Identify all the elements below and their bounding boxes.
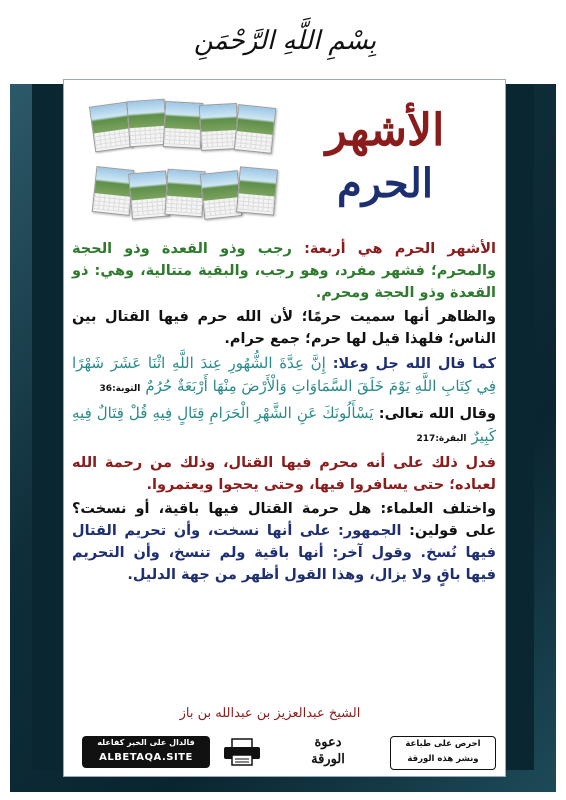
footer-website: ALBETAQA.SITE	[99, 752, 193, 763]
title-line-2: الحرم	[337, 160, 433, 207]
verse-2-text: يَسْأَلُونَكَ عَنِ الشَّهْرِ الْحَرَامِ قِتَالٍ فِيهِ قُلْ قِتَالٌ فِيهِ كَبِيرٌ	[72, 404, 496, 445]
scholars-question: واختلف العلماء: هل حرمة القتال فيها باقية، أو نسخت؟ على قولين:	[72, 501, 496, 539]
paragraph-wisdom: فدل ذلك على أنه محرم فيها القتال، وذلك من رحمة الله لعباده؛ حتى يسافروا فيها، وحتى يحجوا ويعتمروا.	[72, 455, 496, 493]
logo-word-2: الورقة	[311, 752, 345, 767]
paragraph-verse-2	[72, 402, 496, 450]
calendar-icon	[234, 104, 277, 154]
scholars-opinions: الجمهور: على أنها نسخت، وأن تحريم القتال فيها نُسخ. وقول آخر: أنها باقية ولم تنسخ، وأن التحريم فيها باقٍ ولا يزال، وهذا القول أظهر من جهة الدليل.	[72, 523, 496, 583]
calendar-icon	[126, 99, 167, 148]
footer	[72, 732, 496, 772]
definition-text: رجب وذو القعدة وذو الحجة والمحرم؛ فشهر مفرد، وهو رجب، والبقية متتالية، وهي: ذو القعدة وذو الحجة ومحرم.	[72, 241, 496, 301]
paragraph-naming: والظاهر أنها سميت حرمًا؛ لأن الله حرم فيها القتال بين الناس؛ فلهذا قيل لها حرم؛ جمع حرام.	[72, 309, 496, 347]
verse-2-reference: البقرة:217	[416, 434, 467, 444]
definition-lead: الأشهر الحرم هي أربعة:	[291, 241, 496, 257]
dawah-logo	[278, 734, 378, 770]
calendar-icon	[236, 166, 278, 215]
title-line-1: الأشهر	[325, 105, 445, 156]
paragraph-verse-1	[72, 352, 496, 400]
footer-website-box	[82, 736, 210, 768]
footer-slogan: فالدال على الخير كفاعله	[97, 738, 195, 747]
logo-word-1: دعوة	[314, 735, 342, 750]
calendar-icon	[200, 170, 243, 220]
printer-icon	[222, 738, 262, 766]
verse-2-intro: وقال الله تعالى:	[373, 406, 496, 422]
print-note-line-2: ونشر هذه الورقة	[407, 754, 479, 764]
author-signature: الشيخ عبدالعزيز بن عبدالله بن باز	[179, 706, 361, 721]
calendar-icon	[163, 101, 203, 149]
verse-1-intro: كما قال الله جل وعلا:	[325, 356, 496, 372]
paragraph-definition	[72, 238, 496, 304]
verse-1-reference: التوبة:36	[99, 384, 141, 394]
paragraph-scholars	[72, 498, 496, 586]
verse-1-text: إِنَّ عِدَّةَ الشُّهُورِ عِندَ اللَّهِ اثْنَا عَشَرَ شَهْرًا فِي كِتَابِ اللَّهِ يَوْمَ خَلَقَ السَّمَاوَاتِ وَالْأَرْضَ مِنْهَا أَرْبَعَةٌ حُرُمٌ	[72, 354, 496, 395]
calendar-icon	[199, 103, 239, 151]
article-body	[72, 238, 496, 588]
footer-print-note	[390, 736, 496, 770]
print-note-line-1: احرص على طباعة	[405, 739, 481, 749]
basmala-calligraphy: بِسْمِ اللَّهِ الرَّحْمَنِ	[193, 26, 377, 56]
